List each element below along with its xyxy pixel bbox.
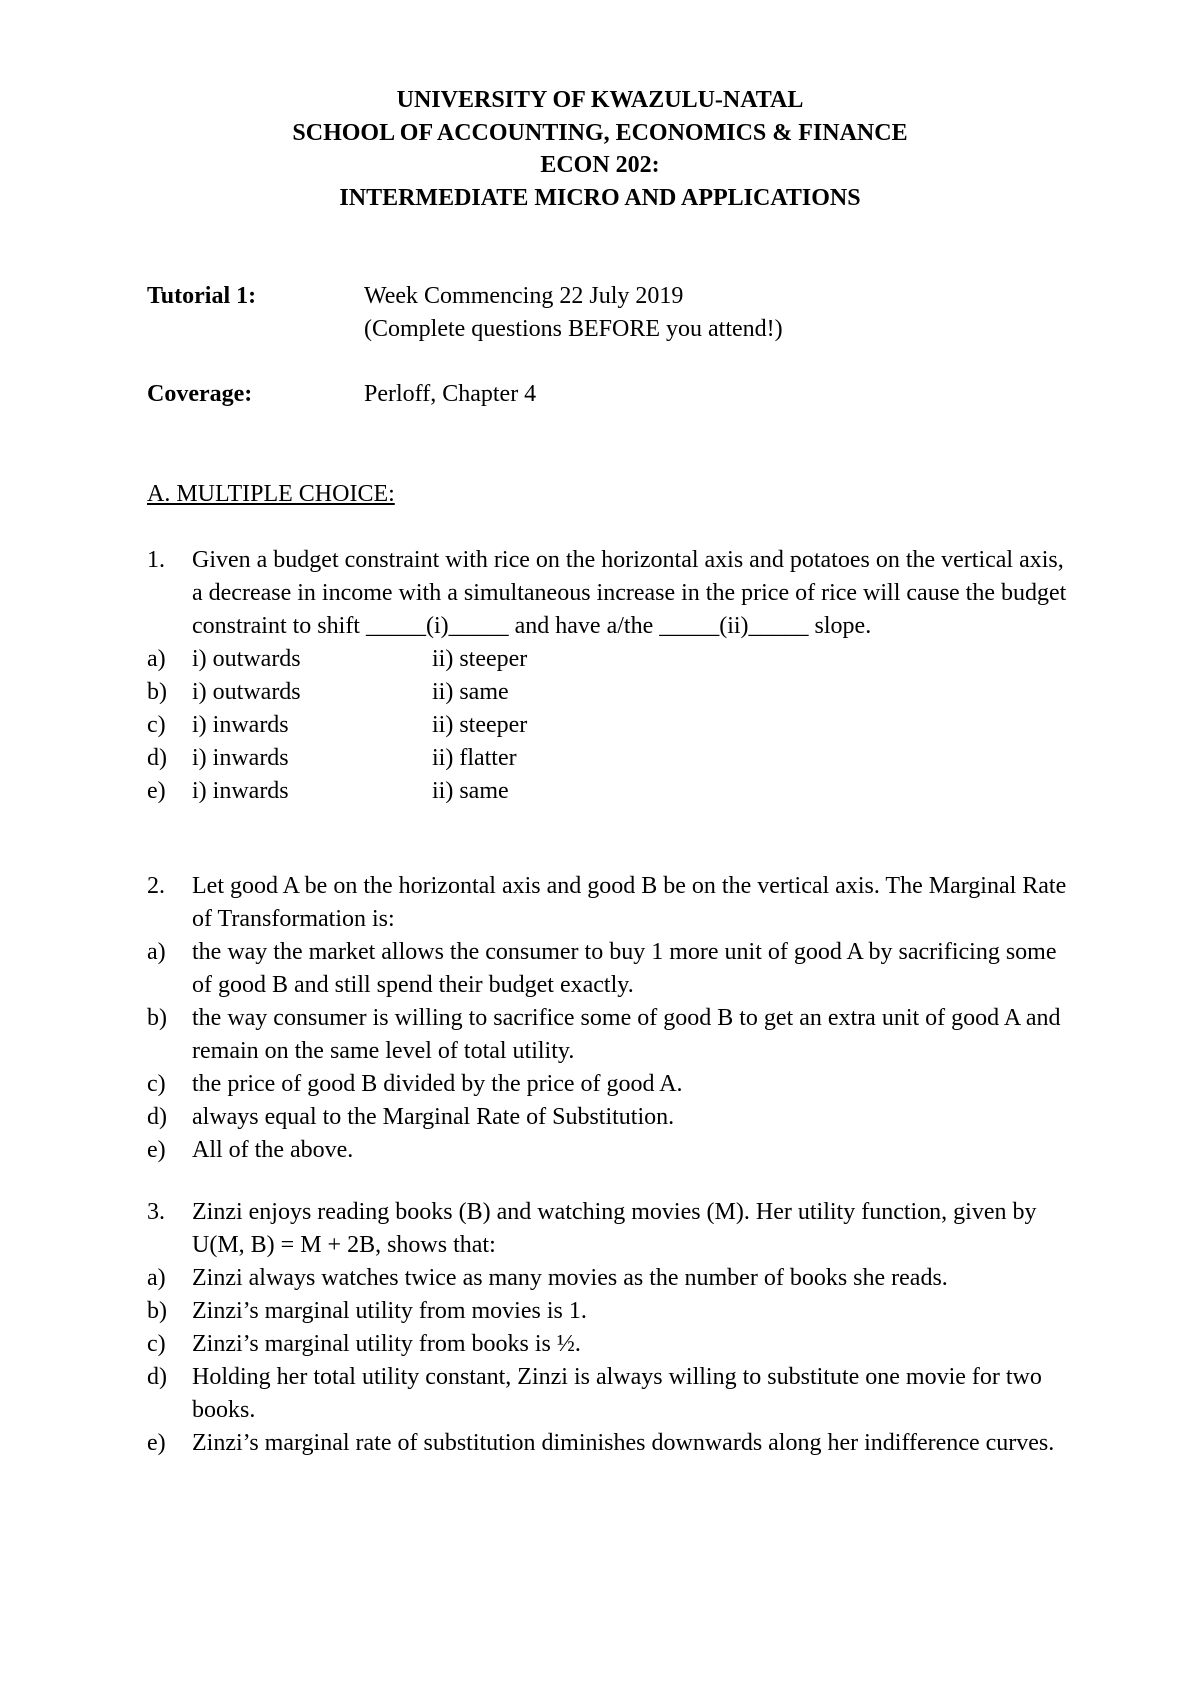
option-part-ii: ii) same <box>432 778 509 804</box>
option-a <box>147 643 1077 676</box>
option-c <box>147 1328 1077 1361</box>
option-text: the way the market allows the consumer to buy 1 more unit of good A by sacrificing some of good B and still spend their budget exactly. <box>192 939 1057 998</box>
option-part-i: i) inwards <box>192 778 289 804</box>
option-letter: d) <box>147 1104 167 1130</box>
option-letter: a) <box>147 1265 166 1291</box>
option-text: the way consumer is willing to sacrifice some of good B to get an extra unit of good A and remain on the same level of total utility. <box>192 1005 1061 1064</box>
tutorial-note: (Complete questions BEFORE you attend!) <box>364 316 783 342</box>
question-3 <box>147 1196 1077 1460</box>
option-part-i: i) inwards <box>192 745 289 771</box>
option-letter: a) <box>147 646 166 672</box>
tutorial-date: Week Commencing 22 July 2019 <box>364 283 684 309</box>
section-title: A. MULTIPLE CHOICE: <box>147 481 395 507</box>
question-text: Let good A be on the horizontal axis and good B be on the vertical axis. The Marginal Rate of Transformation is: <box>192 873 1067 932</box>
option-e <box>147 1134 1077 1167</box>
option-e <box>147 1427 1077 1460</box>
question-number: 2. <box>147 873 165 899</box>
question-1 <box>147 544 1077 808</box>
option-letter: d) <box>147 1364 167 1390</box>
course-title: INTERMEDIATE MICRO AND APPLICATIONS <box>339 184 861 211</box>
option-text: the price of good B divided by the price of good A. <box>192 1071 683 1097</box>
option-text: Zinzi’s marginal utility from movies is 1. <box>192 1298 587 1324</box>
option-text: All of the above. <box>192 1137 354 1163</box>
university-name: UNIVERSITY OF KWAZULU-NATAL <box>396 87 804 113</box>
option-letter: e) <box>147 778 166 804</box>
question-text: Given a budget constraint with rice on the horizontal axis and potatoes on the vertical axis, a decrease in income with a simultaneous increase in the price of rice will cause the budget constraint to shift _____(i)_____ and have a/the _____(ii)_____ slope. <box>192 547 1067 639</box>
option-a <box>147 1262 1077 1295</box>
question-stem <box>147 870 1077 936</box>
question-number: 3. <box>147 1199 165 1225</box>
option-part-ii: ii) same <box>432 679 509 705</box>
option-part-i: i) inwards <box>192 712 289 738</box>
question-number: 1. <box>147 547 165 573</box>
option-b <box>147 1295 1077 1328</box>
coverage-value: Perloff, Chapter 4 <box>364 381 537 407</box>
course-code: ECON 202: <box>540 152 660 178</box>
option-part-ii: ii) flatter <box>432 745 517 771</box>
option-c <box>147 709 1077 742</box>
option-letter: c) <box>147 1331 166 1357</box>
option-letter: d) <box>147 745 167 771</box>
option-b <box>147 676 1077 709</box>
school-name: SCHOOL OF ACCOUNTING, ECONOMICS & FINANCE <box>292 119 908 146</box>
option-letter: a) <box>147 939 166 965</box>
question-stem <box>147 1196 1077 1262</box>
question-2 <box>147 870 1077 1167</box>
document-header <box>0 84 1200 214</box>
option-d <box>147 1101 1077 1134</box>
question-text: Zinzi enjoys reading books (B) and watching movies (M). Her utility function, given by U(M, B) = M + 2B, shows that: <box>192 1199 1037 1258</box>
question-stem <box>147 544 1077 643</box>
option-part-ii: ii) steeper <box>432 646 528 672</box>
option-text: always equal to the Marginal Rate of Substitution. <box>192 1104 675 1130</box>
coverage-label: Coverage: <box>147 381 253 407</box>
option-c <box>147 1068 1077 1101</box>
option-a <box>147 936 1077 1002</box>
tutorial-label: Tutorial 1: <box>147 283 257 309</box>
option-letter: c) <box>147 712 166 738</box>
option-text: Zinzi always watches twice as many movies as the number of books she reads. <box>192 1265 948 1291</box>
option-d <box>147 742 1077 775</box>
option-part-ii: ii) steeper <box>432 712 528 738</box>
option-part-i: i) outwards <box>192 646 301 672</box>
option-e <box>147 775 1077 808</box>
option-text: Zinzi’s marginal utility from books is ½. <box>192 1331 581 1357</box>
option-letter: e) <box>147 1430 166 1456</box>
option-letter: b) <box>147 1298 167 1324</box>
option-b <box>147 1002 1077 1068</box>
option-letter: c) <box>147 1071 166 1097</box>
option-letter: e) <box>147 1137 166 1163</box>
option-letter: b) <box>147 1005 167 1031</box>
option-text: Zinzi’s marginal rate of substitution diminishes downwards along her indifference curves. <box>192 1430 1055 1456</box>
option-text: Holding her total utility constant, Zinzi is always willing to substitute one movie for two books. <box>192 1364 1042 1423</box>
option-letter: b) <box>147 679 167 705</box>
option-d <box>147 1361 1077 1427</box>
option-part-i: i) outwards <box>192 679 301 705</box>
